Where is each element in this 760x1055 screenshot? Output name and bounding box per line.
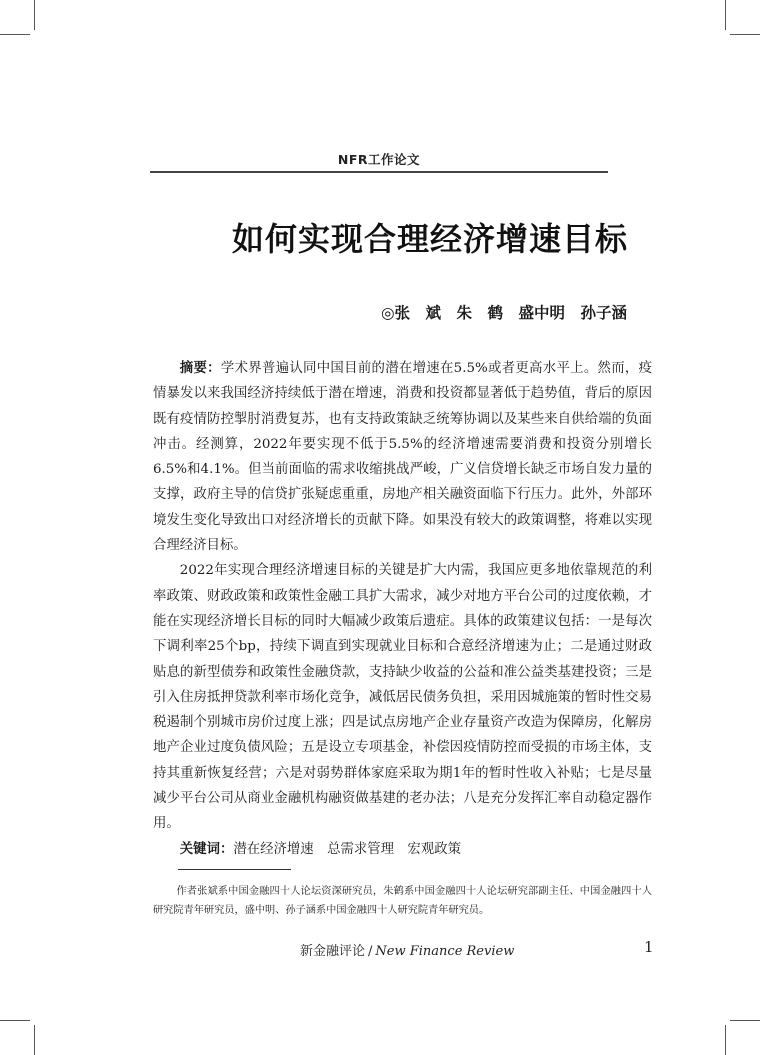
keywords xyxy=(153,837,652,862)
abstract-paragraph-2: 2022年实现合理经济增速目标的关键是扩大内需，我国应更多地依靠规范的利率政策、财政政策和政策性金融工具扩大需求，减少对地方平台公司的过度依赖，才能在实现经济增长目标的同时大幅减少政策后遗症。具体的政策建议包括：一是每次下调利率25个bp，持续下调直到实现就业目标和合意经济增速为止；二是通过财政贴息的新型债券和政策性金融贷款，支持缺少收益的公益和准公益类基建投资；三是引入住房抵押贷款利率市场化竞争，减低居民债务负担，采用因城施策的暂时性交易税遏制个别城市房价过度上涨；四是试点房地产企业存量资产改造为保障房，化解房地产企业过度负债风险；五是设立专项基金，补偿因疫情防控而受损的市场主体，支持其重新恢复经营；六是对弱势群体家庭采取为期1年的暂时性收入补贴；七是尽量减少平台公司从商业金融机构融资做基建的老办法；八是充分发挥汇率自动稳定器作用。 xyxy=(153,563,652,832)
crop-mark-top-left xyxy=(34,0,35,30)
author-list: ◎张 斌 朱 鹤 盛中明 孙子涵 xyxy=(380,304,627,322)
keywords-text: 潜在经济增速 总需求管理 宏观政策 xyxy=(233,841,461,857)
series-header: NFR工作论文 xyxy=(337,152,421,167)
crop-mark-bottom-right-h xyxy=(730,1020,760,1021)
author-footnote: 作者张斌系中国金融四十人论坛资深研究员，朱鹤系中国金融四十人论坛研究部副主任、中国金融四十人研究院青年研究员，盛中明、孙子涵系中国金融四十人研究院青年研究员。 xyxy=(153,886,652,916)
abstract-body xyxy=(153,356,652,862)
page-number: 1 xyxy=(644,938,654,956)
crop-mark-top-right-h xyxy=(730,34,760,35)
journal-name-cn: 新金融评论 xyxy=(300,944,366,959)
crop-mark-bottom-left xyxy=(34,1025,35,1055)
journal-separator: / xyxy=(368,944,373,959)
crop-mark-top-left-h xyxy=(0,34,30,35)
abstract-text-1: 学术界普遍认同中国目前的潜在增速在5.5%或者更高水平上。然而，疫情暴发以来我国经济持续低于潜在增速，消费和投资都显著低于趋势值，背后的原因既有疫情防控掣肘消费复苏，也有支持政策缺乏统筹协调以及某些来自供给端的负面冲击。经测算，2022年要实现不低于5.5%的经济增速需要消费和投资分别增长6.5%和4.1%。但当前面临的需求收缩挑战严峻，广义信贷增长缺乏市场自发力量的支撑，政府主导的信贷扩张疑虑重重，房地产相关融资面临下行压力。此外，外部环境发生变化导致出口对经济增长的贡献下降。如果没有较大的政策调整，将难以实现合理经济目标。 xyxy=(153,361,653,554)
crop-mark-bottom-left-h xyxy=(0,1020,30,1021)
journal-name-en: New Finance Review xyxy=(375,944,515,959)
article-title: 如何实现合理经济增速目标 xyxy=(231,220,628,258)
header-rule xyxy=(150,171,608,173)
keywords-label: 关键词： xyxy=(179,841,234,857)
abstract-paragraph-1 xyxy=(153,356,652,558)
running-footer xyxy=(300,940,514,959)
abstract-label: 摘要： xyxy=(179,361,221,376)
footnote-rule xyxy=(178,869,291,870)
crop-mark-top-right xyxy=(725,0,726,30)
crop-mark-bottom-right xyxy=(725,1025,726,1055)
